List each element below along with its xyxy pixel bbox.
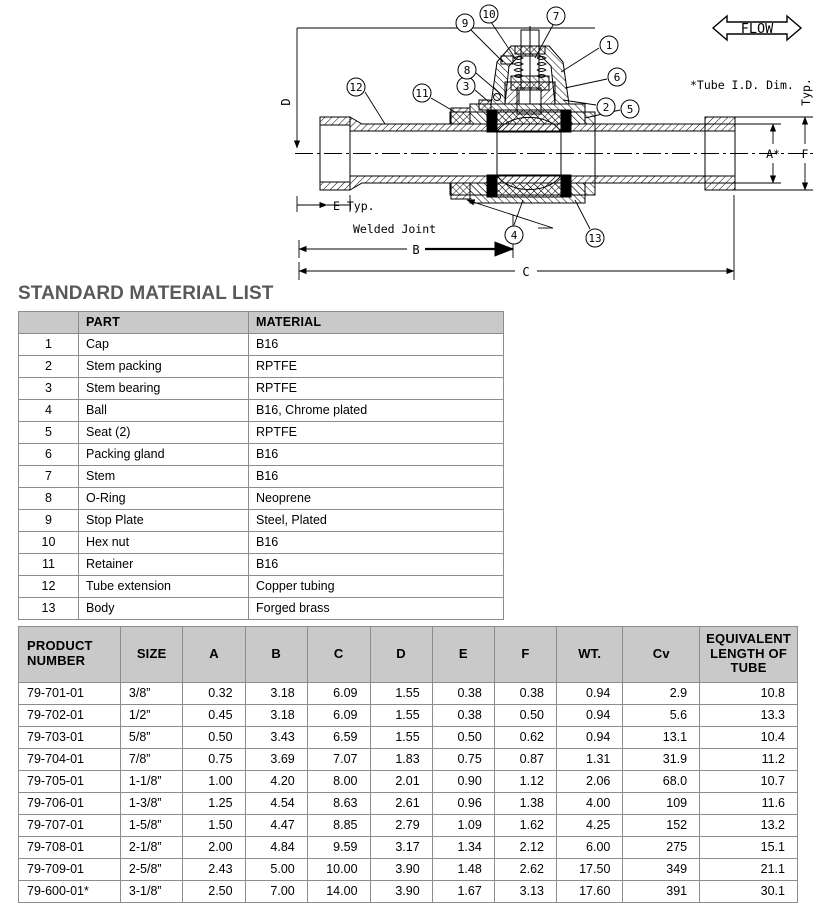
- callout-2: [597, 98, 615, 116]
- table-row: [19, 815, 798, 837]
- cell-product-number: 79-704-01: [19, 749, 121, 771]
- table-row: [19, 422, 504, 444]
- table-row: [19, 356, 504, 378]
- cell-c: 14.00: [307, 881, 370, 903]
- cell-cv: 349: [623, 859, 700, 881]
- cell-e: 0.50: [432, 727, 494, 749]
- cell-cv: 5.6: [623, 705, 700, 727]
- cell-e: 1.34: [432, 837, 494, 859]
- cell-b: 3.18: [245, 705, 307, 727]
- dim-header-f: F: [494, 627, 556, 683]
- hdr-line: EQUIVALENT: [706, 631, 791, 647]
- cell-f: 0.87: [494, 749, 556, 771]
- dim-header-size: SIZE: [120, 627, 183, 683]
- cell-wt: 17.50: [556, 859, 622, 881]
- cell-b: 3.18: [245, 683, 307, 705]
- cell-material: Steel, Plated: [249, 510, 504, 532]
- cell-f: 1.12: [494, 771, 556, 793]
- cell-b: 4.47: [245, 815, 307, 837]
- dim-header-d: D: [370, 627, 432, 683]
- svg-text:7: 7: [552, 10, 560, 23]
- cell-cv: 2.9: [623, 683, 700, 705]
- cell-material: Copper tubing: [249, 576, 504, 598]
- dim-header-b: B: [245, 627, 307, 683]
- svg-text:3: 3: [462, 80, 470, 93]
- callout-5: [621, 100, 639, 118]
- cell-part: Stop Plate: [79, 510, 249, 532]
- cell-number: 7: [19, 466, 79, 488]
- cell-wt: 0.94: [556, 683, 622, 705]
- callout-8: [458, 61, 476, 79]
- cell-wt: 4.00: [556, 793, 622, 815]
- cell-material: RPTFE: [249, 356, 504, 378]
- cell-equivalent-length: 11.2: [700, 749, 798, 771]
- callout-13: [586, 229, 604, 247]
- cell-f: 3.13: [494, 881, 556, 903]
- valve-cross-section-drawing: [265, 0, 816, 282]
- table-row: [19, 683, 798, 705]
- callout-1: [600, 36, 618, 54]
- cell-f: 1.38: [494, 793, 556, 815]
- cell-f: 0.62: [494, 727, 556, 749]
- cell-wt: 0.94: [556, 727, 622, 749]
- cell-material: B16: [249, 444, 504, 466]
- table-row: [19, 727, 798, 749]
- cell-b: 7.00: [245, 881, 307, 903]
- dim-header-a: A: [183, 627, 245, 683]
- cell-part: Tube extension: [79, 576, 249, 598]
- cell-part: O-Ring: [79, 488, 249, 510]
- cell-wt: 1.31: [556, 749, 622, 771]
- dim-header-row: [19, 627, 798, 683]
- table-row: [19, 400, 504, 422]
- cell-f: 0.50: [494, 705, 556, 727]
- cell-d: 3.90: [370, 859, 432, 881]
- table-row: [19, 444, 504, 466]
- cell-material: B16: [249, 466, 504, 488]
- cell-c: 6.09: [307, 683, 370, 705]
- cell-f: 0.38: [494, 683, 556, 705]
- hdr-line: TUBE: [730, 660, 767, 676]
- dim-a-label: A*: [766, 147, 780, 161]
- page-title: STANDARD MATERIAL LIST: [18, 283, 274, 304]
- cell-size: 1-1/8”: [120, 771, 183, 793]
- cell-size: 1-3/8”: [120, 793, 183, 815]
- cell-a: 1.50: [183, 815, 245, 837]
- hdr-line: NUMBER: [27, 653, 86, 668]
- cell-product-number: 79-706-01: [19, 793, 121, 815]
- cell-part: Packing gland: [79, 444, 249, 466]
- cell-equivalent-length: 11.6: [700, 793, 798, 815]
- cell-material: RPTFE: [249, 378, 504, 400]
- cell-d: 2.79: [370, 815, 432, 837]
- cell-product-number: 79-709-01: [19, 859, 121, 881]
- cell-number: 10: [19, 532, 79, 554]
- cell-c: 8.85: [307, 815, 370, 837]
- callout-10: [480, 5, 498, 23]
- cell-number: 12: [19, 576, 79, 598]
- material-header-number: [19, 312, 79, 334]
- cell-c: 10.00: [307, 859, 370, 881]
- cell-b: 4.54: [245, 793, 307, 815]
- table-row: [19, 488, 504, 510]
- welded-joint-label: Welded Joint: [353, 222, 437, 236]
- cell-b: 3.43: [245, 727, 307, 749]
- cell-d: 1.55: [370, 683, 432, 705]
- dim-d-label: D: [279, 98, 293, 106]
- table-row: [19, 771, 798, 793]
- cell-number: 6: [19, 444, 79, 466]
- cell-a: 0.50: [183, 727, 245, 749]
- cell-c: 6.59: [307, 727, 370, 749]
- cell-equivalent-length: 13.3: [700, 705, 798, 727]
- cell-b: 4.20: [245, 771, 307, 793]
- cell-material: RPTFE: [249, 422, 504, 444]
- cell-size: 2-1/8”: [120, 837, 183, 859]
- cell-b: 4.84: [245, 837, 307, 859]
- cell-e: 1.67: [432, 881, 494, 903]
- table-row: [19, 378, 504, 400]
- cell-cv: 152: [623, 815, 700, 837]
- table-row: [19, 576, 504, 598]
- cell-d: 2.01: [370, 771, 432, 793]
- table-row: [19, 837, 798, 859]
- svg-text:9: 9: [461, 17, 469, 30]
- dim-header-cv: Cv: [623, 627, 700, 683]
- cell-part: Seat (2): [79, 422, 249, 444]
- svg-text:12: 12: [349, 81, 363, 94]
- table-row: [19, 598, 504, 620]
- cell-d: 3.90: [370, 881, 432, 903]
- cell-equivalent-length: 15.1: [700, 837, 798, 859]
- standard-material-list-table: [18, 311, 504, 620]
- cell-equivalent-length: 10.7: [700, 771, 798, 793]
- cell-f: 1.62: [494, 815, 556, 837]
- material-header-part: PART: [79, 312, 249, 334]
- cell-material: Forged brass: [249, 598, 504, 620]
- callout-12: [347, 78, 365, 96]
- cell-a: 2.50: [183, 881, 245, 903]
- cell-product-number: 79-708-01: [19, 837, 121, 859]
- callout-3: [457, 77, 475, 95]
- cell-number: 8: [19, 488, 79, 510]
- cell-e: 0.75: [432, 749, 494, 771]
- cell-part: Stem packing: [79, 356, 249, 378]
- cell-wt: 17.60: [556, 881, 622, 903]
- cell-number: 5: [19, 422, 79, 444]
- cell-wt: 0.94: [556, 705, 622, 727]
- cell-a: 0.32: [183, 683, 245, 705]
- cell-f: 2.12: [494, 837, 556, 859]
- cell-number: 9: [19, 510, 79, 532]
- product-dimensions-table: [18, 626, 798, 903]
- cell-wt: 6.00: [556, 837, 622, 859]
- cell-part: Retainer: [79, 554, 249, 576]
- cell-d: 1.55: [370, 705, 432, 727]
- material-header-material: MATERIAL: [249, 312, 504, 334]
- cell-c: 7.07: [307, 749, 370, 771]
- cell-c: 9.59: [307, 837, 370, 859]
- cell-size: 1-5/8”: [120, 815, 183, 837]
- tube-id-note: *Tube I.D. Dim.: [690, 78, 794, 92]
- table-row: [19, 510, 504, 532]
- cell-a: 1.25: [183, 793, 245, 815]
- cell-part: Body: [79, 598, 249, 620]
- cell-c: 8.63: [307, 793, 370, 815]
- cell-number: 11: [19, 554, 79, 576]
- cell-size: 3-1/8”: [120, 881, 183, 903]
- callout-11: [413, 84, 431, 102]
- dim-header-c: C: [307, 627, 370, 683]
- cell-number: 2: [19, 356, 79, 378]
- flow-label: FLOW: [740, 21, 774, 37]
- dim-b-label: B: [412, 243, 420, 257]
- svg-text:10: 10: [482, 8, 496, 21]
- cell-e: 0.96: [432, 793, 494, 815]
- cell-e: 0.90: [432, 771, 494, 793]
- cell-product-number: 79-705-01: [19, 771, 121, 793]
- cell-cv: 68.0: [623, 771, 700, 793]
- cell-e: 0.38: [432, 683, 494, 705]
- cell-number: 4: [19, 400, 79, 422]
- cell-a: 0.45: [183, 705, 245, 727]
- svg-text:5: 5: [626, 103, 634, 116]
- cell-cv: 13.1: [623, 727, 700, 749]
- cell-product-number: 79-600-01*: [19, 881, 121, 903]
- cell-size: 1/2”: [120, 705, 183, 727]
- cell-product-number: 79-703-01: [19, 727, 121, 749]
- dim-f-label: F: [801, 147, 809, 161]
- callout-9: [456, 14, 474, 32]
- material-table-body: [19, 334, 504, 620]
- cell-size: 5/8”: [120, 727, 183, 749]
- svg-text:11: 11: [415, 87, 429, 100]
- hdr-line: PRODUCT: [27, 638, 93, 654]
- cell-b: 3.69: [245, 749, 307, 771]
- table-row: [19, 532, 504, 554]
- dim-header-e: E: [432, 627, 494, 683]
- cell-part: Ball: [79, 400, 249, 422]
- svg-text:2: 2: [602, 101, 610, 114]
- dim-header-wt: WT.: [556, 627, 622, 683]
- table-row: [19, 859, 798, 881]
- cell-equivalent-length: 10.8: [700, 683, 798, 705]
- cell-e: 1.48: [432, 859, 494, 881]
- cell-cv: 275: [623, 837, 700, 859]
- cell-product-number: 79-701-01: [19, 683, 121, 705]
- cell-e: 1.09: [432, 815, 494, 837]
- cell-size: 2-5/8”: [120, 859, 183, 881]
- table-row: [19, 554, 504, 576]
- cell-d: 1.83: [370, 749, 432, 771]
- cell-material: B16: [249, 554, 504, 576]
- cell-equivalent-length: 30.1: [700, 881, 798, 903]
- cell-number: 1: [19, 334, 79, 356]
- cell-a: 1.00: [183, 771, 245, 793]
- table-header-row: [19, 312, 504, 334]
- svg-text:8: 8: [463, 64, 471, 77]
- cell-product-number: 79-702-01: [19, 705, 121, 727]
- table-row: [19, 466, 504, 488]
- cell-wt: 4.25: [556, 815, 622, 837]
- cell-a: 0.75: [183, 749, 245, 771]
- cell-material: B16: [249, 532, 504, 554]
- table-row: [19, 334, 504, 356]
- callout-6: [608, 68, 626, 86]
- cell-equivalent-length: 21.1: [700, 859, 798, 881]
- callout-4: [505, 226, 523, 244]
- dim-e-label: E Typ.: [333, 199, 375, 213]
- cell-size: 7/8”: [120, 749, 183, 771]
- cell-b: 5.00: [245, 859, 307, 881]
- cell-material: Neoprene: [249, 488, 504, 510]
- dim-header-equivalent-length: [700, 627, 798, 683]
- cell-wt: 2.06: [556, 771, 622, 793]
- svg-text:13: 13: [588, 232, 602, 245]
- cell-e: 0.38: [432, 705, 494, 727]
- dim-header-product-number: [19, 627, 121, 683]
- cell-equivalent-length: 10.4: [700, 727, 798, 749]
- table-row: [19, 749, 798, 771]
- cell-c: 8.00: [307, 771, 370, 793]
- cell-c: 6.09: [307, 705, 370, 727]
- cell-material: B16, Chrome plated: [249, 400, 504, 422]
- cell-a: 2.00: [183, 837, 245, 859]
- hdr-line: LENGTH OF: [710, 645, 787, 661]
- cell-product-number: 79-707-01: [19, 815, 121, 837]
- cell-part: Cap: [79, 334, 249, 356]
- svg-text:1: 1: [605, 39, 613, 52]
- cell-d: 1.55: [370, 727, 432, 749]
- typ-label: Typ.: [799, 78, 813, 106]
- cell-cv: 391: [623, 881, 700, 903]
- cell-cv: 31.9: [623, 749, 700, 771]
- cell-material: B16: [249, 334, 504, 356]
- cell-cv: 109: [623, 793, 700, 815]
- cell-d: 2.61: [370, 793, 432, 815]
- cell-f: 2.62: [494, 859, 556, 881]
- cell-part: Stem bearing: [79, 378, 249, 400]
- table-row: [19, 793, 798, 815]
- cell-part: Stem: [79, 466, 249, 488]
- dim-c-label: C: [522, 265, 530, 279]
- svg-text:4: 4: [510, 229, 518, 242]
- cell-equivalent-length: 13.2: [700, 815, 798, 837]
- cell-a: 2.43: [183, 859, 245, 881]
- table-row: [19, 881, 798, 903]
- cell-size: 3/8”: [120, 683, 183, 705]
- cell-number: 3: [19, 378, 79, 400]
- cell-part: Hex nut: [79, 532, 249, 554]
- svg-text:6: 6: [613, 71, 621, 84]
- cell-number: 13: [19, 598, 79, 620]
- callout-7: [547, 7, 565, 25]
- cell-d: 3.17: [370, 837, 432, 859]
- table-row: [19, 705, 798, 727]
- dim-table-body: [19, 683, 798, 903]
